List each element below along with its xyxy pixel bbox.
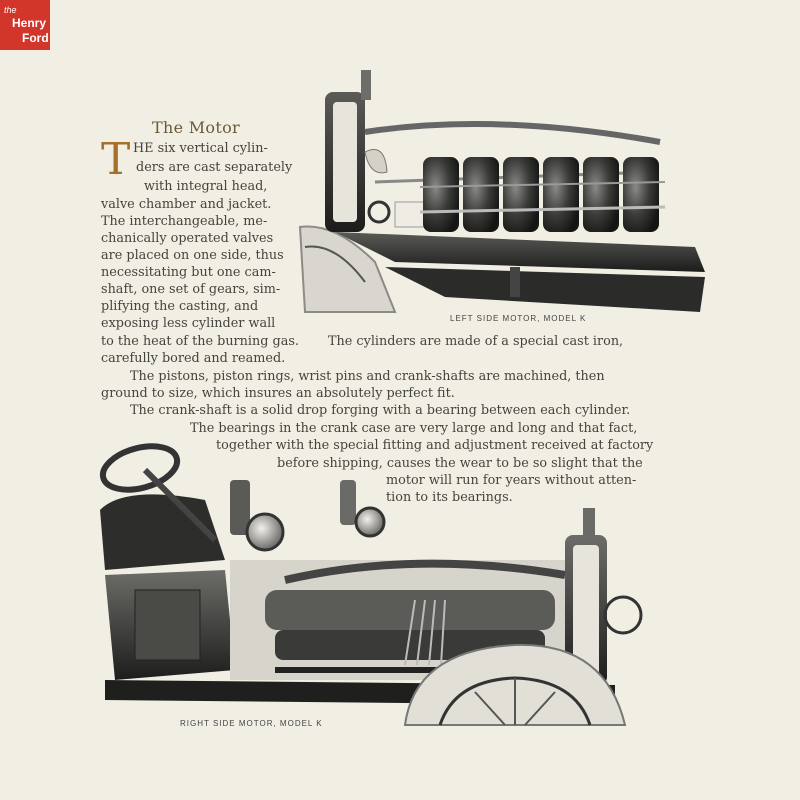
text-line: to the heat of the burning gas. — [101, 334, 299, 349]
text-line: with integral head, — [144, 179, 268, 194]
text-line: shaft, one set of gears, sim- — [101, 282, 281, 297]
text-line: motor will run for years without atten- — [386, 473, 637, 488]
text-line: are placed on one side, thus — [101, 248, 284, 263]
henry-ford-logo — [0, 0, 50, 50]
logo-ford: Ford — [22, 31, 49, 45]
right-motor-caption: RIGHT SIDE MOTOR, MODEL K — [180, 719, 323, 728]
logo-henry: Henry — [12, 16, 47, 30]
text-line: plifying the casting, and — [101, 299, 259, 314]
text-line: The crank-shaft is a solid drop forging with a bearing between each cylinder. — [130, 403, 631, 418]
text-line: ground to size, which insures an absolutely perfect fit. — [101, 386, 455, 401]
left-side-motor-illustration — [295, 62, 715, 322]
text-line: The cylinders are made of a special cast iron, — [328, 334, 624, 349]
drop-cap: T — [101, 134, 131, 185]
text-line: The interchangeable, me- — [101, 214, 268, 229]
text-line: before shipping, causes the wear to be so slight that the — [277, 456, 643, 471]
logo-the: the — [4, 5, 17, 15]
text-line: necessitating but one cam- — [101, 265, 276, 280]
page-title: The Motor — [152, 118, 240, 137]
text-line: chanically operated valves — [101, 231, 274, 246]
text-line: HE six vertical cylin- — [133, 141, 268, 156]
text-line: tion to its bearings. — [386, 490, 513, 505]
text-line: exposing less cylinder wall — [101, 316, 276, 331]
text-line: together with the special fitting and adjustment received at factory — [216, 438, 654, 453]
text-line: The bearings in the crank case are very large and long and that fact, — [190, 421, 638, 436]
text-line: carefully bored and reamed. — [101, 351, 286, 366]
text-line: ders are cast separately — [136, 160, 293, 175]
text-line: valve chamber and jacket. — [101, 197, 272, 212]
text-line: The pistons, piston rings, wrist pins and crank-shafts are machined, then — [130, 369, 605, 384]
left-motor-caption: LEFT SIDE MOTOR, MODEL K — [450, 314, 587, 323]
